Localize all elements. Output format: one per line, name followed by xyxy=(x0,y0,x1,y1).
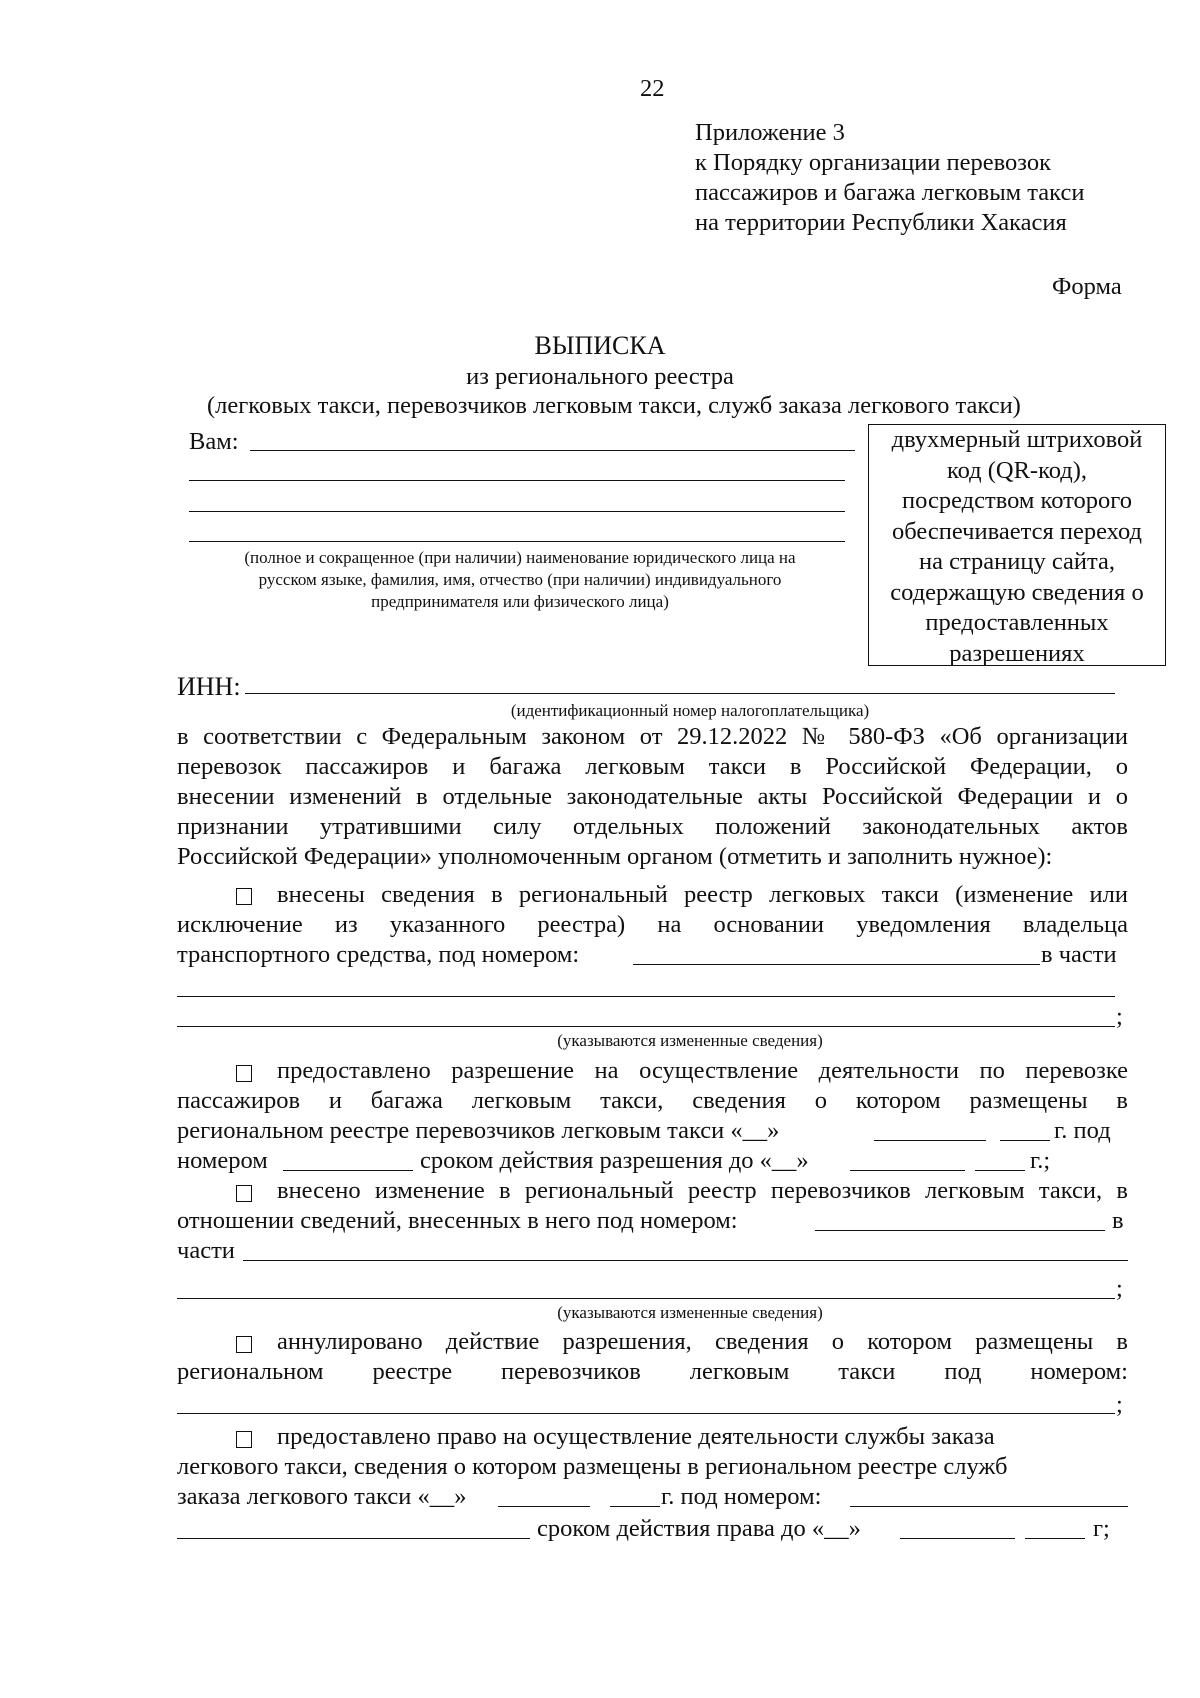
addressee-line-4[interactable] xyxy=(189,541,845,542)
intro-line-4: признании утратившими силу отдельных положений законодательных актов xyxy=(177,813,1128,840)
item1-detail-line-2[interactable] xyxy=(177,1026,1115,1027)
item1-line-3a: транспортного средства, под номером: xyxy=(177,941,580,968)
name-caption-line-2: русском языке, фамилия, имя, отчество (при наличии) индивидуального xyxy=(258,570,782,589)
qr-text-3: посредством которого xyxy=(902,487,1132,514)
item2-line-3b: г. под xyxy=(1054,1117,1111,1144)
checkbox-item-3[interactable] xyxy=(236,1185,258,1206)
inn-label: ИНН: xyxy=(177,672,241,701)
document-title: ВЫПИСКА xyxy=(534,331,666,360)
item3-line-2a: отношении сведений, внесенных в него под номером: xyxy=(177,1207,738,1234)
item4-semicolon: ; xyxy=(1116,1391,1123,1418)
intro-line-3: внесении изменений в отдельные законодательные акты Российской Федерации и о xyxy=(177,783,1128,810)
appendix-line-2: к Порядку организации перевозок xyxy=(695,149,1051,176)
appendix-line-3: пассажиров и багажа легковым такси xyxy=(695,179,1085,206)
intro-line-5: Российской Федерации» уполномоченным органом (отметить и заполнить нужное): xyxy=(177,843,1053,870)
item3-semicolon: ; xyxy=(1116,1275,1123,1302)
item3-line-1: внесено изменение в региональный реестр перевозчиков легковым такси, в xyxy=(277,1177,1128,1204)
item5-date-year-field[interactable] xyxy=(610,1506,660,1507)
item5-number-field-2[interactable] xyxy=(177,1538,530,1539)
item4-line-1: аннулировано действие разрешения, сведения о котором размещены в xyxy=(277,1328,1128,1355)
addressee-line-1[interactable] xyxy=(250,450,855,451)
checkbox-item-5[interactable] xyxy=(236,1431,258,1452)
intro-line-2: перевозок пассажиров и багажа легковым такси в Российской Федерации, о xyxy=(177,753,1128,780)
qr-text-7: предоставленных xyxy=(925,609,1109,636)
item4-line-2: региональном реестре перевозчиков легковым такси под номером: xyxy=(177,1358,1128,1385)
item2-line-2: пассажиров и багажа легковым такси, сведения о котором размещены в xyxy=(177,1087,1128,1114)
addressee-line-2[interactable] xyxy=(189,480,845,481)
item2-line-4a: номером xyxy=(177,1147,268,1174)
item1-caption: (указываются измененные сведения) xyxy=(557,1031,823,1050)
item5-expiry-month-field[interactable] xyxy=(900,1538,1015,1539)
item5-number-field-1[interactable] xyxy=(850,1506,1128,1507)
item3-detail-line-2[interactable] xyxy=(177,1298,1115,1299)
qr-text-4: обеспечивается переход xyxy=(892,517,1142,545)
qr-text-6: содержащую сведения о xyxy=(890,578,1144,606)
item1-detail-line-1[interactable] xyxy=(177,996,1115,997)
item1-number-field[interactable] xyxy=(633,964,1040,965)
item2-line-4b: сроком действия разрешения до «__» xyxy=(420,1147,809,1174)
item2-line-3a: региональном реестре перевозчиков легковым такси «__» xyxy=(177,1117,780,1144)
inn-caption: (идентификационный номер налогоплательщика) xyxy=(510,701,870,720)
item3-line-2b: в xyxy=(1112,1207,1124,1234)
item3-caption: (указываются измененные сведения) xyxy=(557,1303,823,1322)
item2-expiry-month-field[interactable] xyxy=(850,1170,965,1171)
item5-line-3a: заказа легкового такси «__» xyxy=(177,1483,467,1510)
intro-line-1: в соответствии с Федеральным законом от 29.12.2022 № 580-ФЗ «Об организации xyxy=(177,723,1128,750)
item3-number-field[interactable] xyxy=(815,1230,1105,1231)
appendix-line-1: Приложение 3 xyxy=(695,119,845,146)
qr-text-2: код (QR-код), xyxy=(946,456,1088,484)
item5-line-4a: сроком действия права до «__» xyxy=(537,1515,861,1542)
to-label: Вам: xyxy=(189,428,239,455)
checkbox-item-4[interactable] xyxy=(236,1336,258,1357)
qr-text-5: на страницу сайта, xyxy=(919,548,1115,575)
item5-date-month-field[interactable] xyxy=(498,1506,590,1507)
item5-expiry-year-field[interactable] xyxy=(1025,1538,1085,1539)
qr-code-box xyxy=(868,424,1166,666)
item2-expiry-year-field[interactable] xyxy=(975,1170,1025,1171)
item2-number-field[interactable] xyxy=(283,1170,413,1171)
item5-line-4b: г; xyxy=(1093,1515,1110,1542)
item2-line-1: предоставлено разрешение на осуществление деятельности по перевозке xyxy=(277,1057,1128,1084)
item1-semicolon: ; xyxy=(1116,1003,1123,1030)
item1-line-2: исключение из указанного реестра) на основании уведомления владельца xyxy=(177,911,1128,938)
appendix-line-4: на территории Республики Хакасия xyxy=(695,209,1067,236)
item5-line-1: предоставлено право на осуществление деятельности службы заказа xyxy=(277,1423,995,1450)
form-label: Форма xyxy=(1052,273,1122,300)
checkbox-item-1[interactable] xyxy=(236,888,258,909)
checkbox-item-2[interactable] xyxy=(236,1065,258,1086)
document-subtitle-2: (легковых такси, перевозчиков легковым такси, служб заказа легкового такси) xyxy=(207,392,1021,419)
item3-line-3: части xyxy=(177,1237,235,1264)
item2-line-4c: г.; xyxy=(1030,1147,1051,1174)
page-number: 22 xyxy=(640,75,665,102)
item1-line-1: внесены сведения в региональный реестр легковых такси (изменение или xyxy=(277,881,1128,908)
item1-line-3b: в части xyxy=(1041,941,1117,968)
name-caption-line-3: предпринимателя или физического лица) xyxy=(371,592,669,611)
item4-number-field[interactable] xyxy=(177,1413,1115,1414)
item3-detail-line-1[interactable] xyxy=(243,1260,1128,1261)
addressee-line-3[interactable] xyxy=(189,511,845,512)
document-subtitle: из регионального реестра xyxy=(466,363,734,390)
item5-line-2: легкового такси, сведения о котором размещены в региональном реестре служб xyxy=(177,1453,1008,1480)
name-caption-line-1: (полное и сокращенное (при наличии) наименование юридического лица на xyxy=(244,548,796,567)
qr-text-1: двухмерный штриховой xyxy=(891,426,1143,453)
qr-text-8: разрешениях xyxy=(949,639,1085,666)
item2-date-month-field[interactable] xyxy=(874,1140,986,1141)
item5-line-3b: г. под номером: xyxy=(661,1483,822,1510)
item2-date-year-field[interactable] xyxy=(1000,1140,1050,1141)
inn-input-line[interactable] xyxy=(245,693,1115,694)
